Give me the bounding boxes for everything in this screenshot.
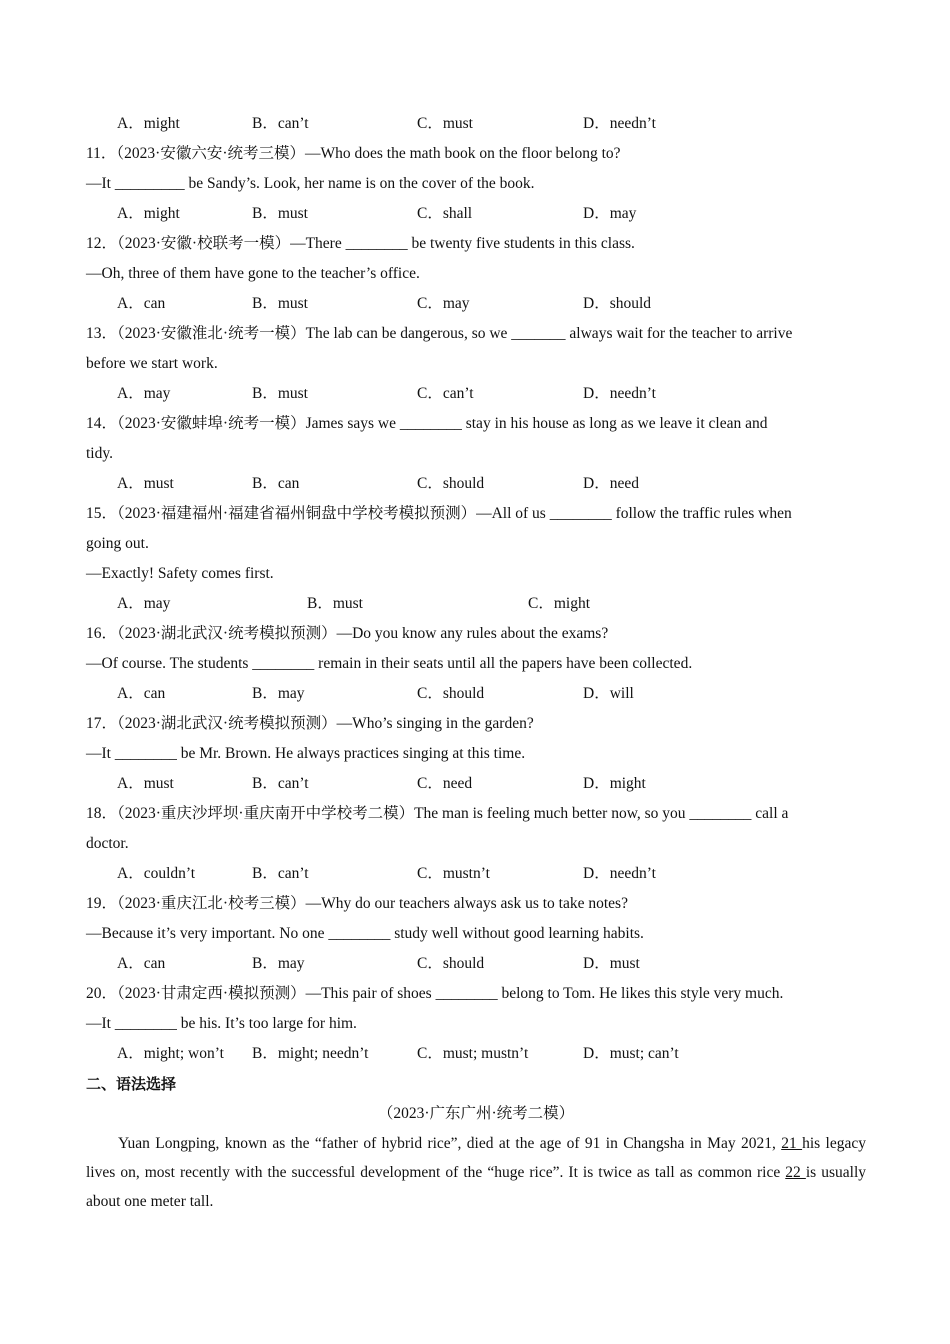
question-options (86, 379, 866, 409)
option-d: D．must; can’t (583, 1045, 679, 1062)
question-stem: 19．（2023·重庆江北·校考三模）—Why do our teachers always ask us to take notes? (86, 895, 628, 912)
option-a: A．might; won’t (117, 1045, 224, 1062)
question-19 (86, 889, 866, 979)
question-20 (86, 979, 866, 1069)
option-d: D．will (583, 685, 634, 702)
option-d: D．may (583, 205, 637, 222)
option-a: A．can (117, 295, 166, 312)
blank-21[interactable]: 21 (781, 1135, 803, 1152)
option-d: D．needn’t (583, 865, 656, 882)
section-title: 二、语法选择 (86, 1075, 177, 1093)
question-12 (86, 229, 866, 319)
question-15 (86, 499, 866, 619)
question-stem: 20．（2023·甘肃定西·模拟预测）—This pair of shoes ________ belong to Tom. He likes this style very much. (86, 985, 784, 1002)
question-options (86, 289, 866, 319)
option-a: A．must (117, 775, 174, 792)
passage-text (86, 1129, 866, 1216)
passage-source: （2023·广东广州·统考二模） (377, 1105, 575, 1122)
option-a: A．may (117, 385, 171, 402)
question-options (86, 949, 866, 979)
question-stem: tidy. (86, 445, 113, 462)
option-a: A．might (117, 205, 180, 222)
question-17 (86, 709, 866, 799)
question-stem: 17．（2023·湖北武汉·统考模拟预测）—Who’s singing in the garden? (86, 715, 534, 732)
option-d: D．need (583, 475, 639, 492)
option-c: C．should (417, 955, 485, 972)
option-d: D．might (583, 775, 646, 792)
question-stem: —It ________ be Mr. Brown. He always practices singing at this time. (86, 745, 526, 762)
question-options (86, 859, 866, 889)
option-a: A．may (117, 595, 171, 612)
option-b: B．may (252, 955, 305, 972)
question-11 (86, 139, 866, 229)
question-stem: 13．（2023·安徽淮北·统考一模）The lab can be dangerous, so we _______ always wait for the teacher to arrive (86, 325, 793, 342)
question-stem: before we start work. (86, 355, 218, 372)
question-options (86, 679, 866, 709)
passage-part-1: Yuan Longping, known as the “father of hybrid rice”, died at the age of 91 in Changsha in May 2021, (118, 1135, 782, 1152)
q10-option-d: D．needn’t (583, 115, 656, 132)
question-18 (86, 799, 866, 889)
passage-part-3: is usually about one meter tall. (86, 1164, 867, 1210)
question-stem: —Because it’s very important. No one ________ study well without good learning habits. (86, 925, 644, 942)
question-13 (86, 319, 866, 409)
option-a: A．can (117, 685, 166, 702)
question-stem: —Oh, three of them have gone to the teacher’s office. (86, 265, 420, 282)
option-b: B．can’t (252, 865, 309, 882)
option-b: B．may (252, 685, 305, 702)
option-c: C．mustn’t (417, 865, 490, 882)
option-c: C．shall (417, 205, 473, 222)
question-stem: —Of course. The students ________ remain in their seats until all the papers have been collected. (86, 655, 693, 672)
question-stem: going out. (86, 535, 149, 552)
option-b: B．must (307, 595, 363, 612)
question-stem: 12．（2023·安徽·校联考一模）—There ________ be twenty five students in this class. (86, 235, 635, 252)
blank-22[interactable]: 22 (785, 1164, 806, 1181)
question-stem: 18．（2023·重庆沙坪坝·重庆南开中学校考二模）The man is feeling much better now, so you ________ call a (86, 805, 789, 822)
option-c: C．can’t (417, 385, 474, 402)
question-stem: doctor. (86, 835, 129, 852)
question-stem: —Exactly! Safety comes first. (86, 565, 274, 582)
option-a: A．can (117, 955, 166, 972)
question-stem: 16．（2023·湖北武汉·统考模拟预测）—Do you know any rules about the exams? (86, 625, 609, 642)
question-options (86, 589, 866, 619)
question-options (86, 469, 866, 499)
option-c: C．must; mustn’t (417, 1045, 529, 1062)
option-c: C．may (417, 295, 470, 312)
content (86, 109, 866, 1216)
question-options (86, 1039, 866, 1069)
option-d: D．should (583, 295, 652, 312)
question-stem: 14．（2023·安徽蚌埠·统考一模）James says we ________ stay in his house as long as we leave it clean and (86, 415, 768, 432)
question-options (86, 199, 866, 229)
option-b: B．can’t (252, 775, 309, 792)
option-d: D．must (583, 955, 640, 972)
q10-option-a: A．might (117, 115, 180, 132)
q10-option-c: C．must (417, 115, 473, 132)
question-16 (86, 619, 866, 709)
question-stem: —It _________ be Sandy’s. Look, her name is on the cover of the book. (86, 175, 535, 192)
q10-options (86, 109, 866, 139)
question-14 (86, 409, 866, 499)
option-c: C．should (417, 475, 485, 492)
question-stem: —It ________ be his. It’s too large for him. (86, 1015, 357, 1032)
option-c: C．need (417, 775, 473, 792)
passage-part-2: his legacy lives on, most recently with the successful development of the “huge rice”. It is twice as tall as common rice (86, 1135, 867, 1181)
option-b: B．must (252, 385, 308, 402)
option-d: D．needn’t (583, 385, 656, 402)
question-options (86, 769, 866, 799)
option-c: C．should (417, 685, 485, 702)
option-a: A．must (117, 475, 174, 492)
question-stem: 11．（2023·安徽六安·统考三模）—Who does the math book on the floor belong to? (86, 145, 621, 162)
question-stem: 15．（2023·福建福州·福建省福州铜盘中学校考模拟预测）—All of us ________ follow the traffic rules when (86, 505, 792, 522)
option-b: B．must (252, 295, 308, 312)
option-b: B．must (252, 205, 308, 222)
option-b: B．might; needn’t (252, 1045, 369, 1062)
option-b: B．can (252, 475, 300, 492)
option-a: A．couldn’t (117, 865, 196, 882)
option-c: C．might (528, 595, 591, 612)
q10-option-b: B．can’t (252, 115, 309, 132)
